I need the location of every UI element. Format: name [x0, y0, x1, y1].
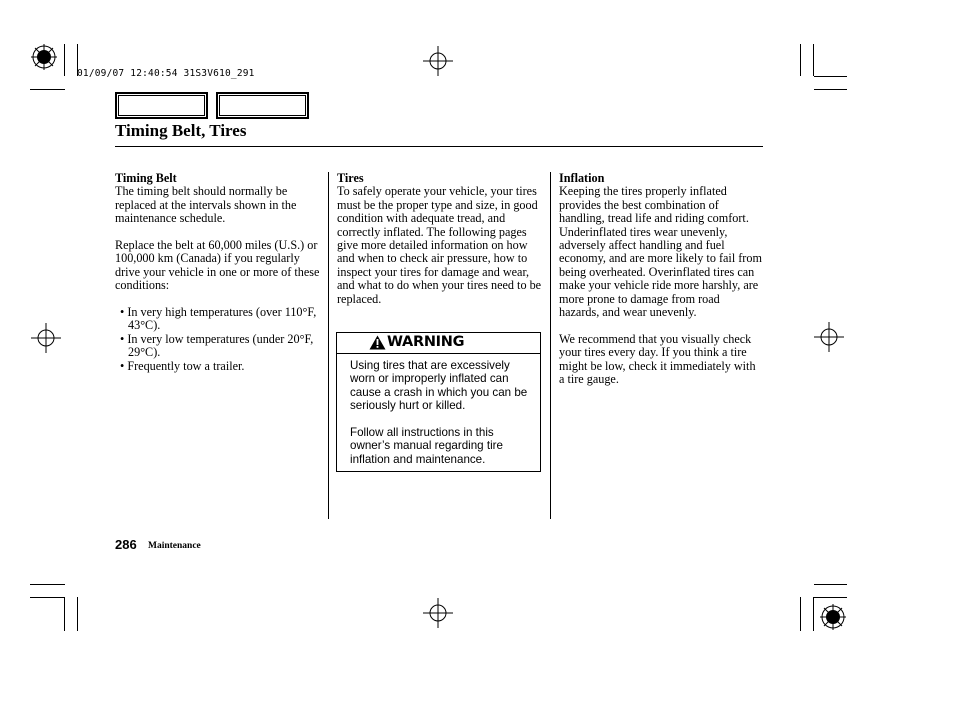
crosshair-target-icon: [423, 598, 453, 628]
warning-text: [350, 359, 532, 480]
header-tab-box: [115, 92, 208, 119]
condition-bullet: • Frequently tow a trailer.: [120, 358, 245, 373]
page-number: 286: [115, 537, 137, 552]
inflation-paragraph: We recommend that you visually check your tires every day. If you think a tire might be low, check it immediately with a tire gauge.: [559, 331, 756, 387]
crosshair-target-icon: [423, 46, 453, 76]
page-title: Timing Belt, Tires: [115, 121, 247, 140]
warning-header: [337, 333, 540, 354]
timing-belt-paragraph: Replace the belt at 60,000 miles (U.S.) or 100,000 km (Canada) if you regularly drive your vehicle in one or more of these conditions:: [115, 238, 320, 293]
print-stamp: 01/09/07 12:40:54 31S3V610_291: [77, 68, 255, 79]
warning-box: [336, 332, 541, 472]
warning-label: WARNING: [387, 334, 465, 350]
title-rule: [115, 146, 763, 147]
inflation-column: [559, 172, 763, 400]
warning-triangle-icon: [369, 335, 386, 350]
timing-belt-column: [115, 172, 325, 373]
condition-bullet: • In very low temperatures (under 20°F, 29°C).: [120, 331, 314, 360]
crosshair-target-icon: [31, 323, 61, 353]
tires-paragraph: To safely operate your vehicle, your tires must be the proper type and size, in good condition with adequate tread, and correctly inflated. The following pages give more detailed information on how and when to check air pressure, how to inspect your tires for damage and wear, and what to do when your tires need to be replaced.: [337, 184, 542, 306]
tires-column: [337, 172, 543, 319]
timing-belt-heading: Timing Belt: [115, 171, 177, 185]
crosshair-target-icon: [814, 322, 844, 352]
condition-bullet: • In very high temperatures (over 110°F, 43°C).: [120, 305, 317, 333]
column-divider: [328, 172, 329, 519]
tires-heading: Tires: [337, 171, 364, 185]
warning-paragraph: Using tires that are excessively worn or improperly inflated can cause a crash in which you can be seriously hurt or killed.: [350, 359, 528, 413]
section-name: Maintenance: [148, 541, 201, 551]
sunburst-target-icon: [820, 604, 846, 630]
header-tab-box: [216, 92, 309, 119]
column-divider: [550, 172, 551, 519]
warning-paragraph: Follow all instructions in this owner’s manual regarding tire inflation and maintenance.: [350, 426, 503, 466]
inflation-heading: Inflation: [559, 171, 605, 185]
sunburst-target-icon: [31, 44, 57, 70]
timing-belt-paragraph: The timing belt should normally be replaced at the intervals shown in the maintenance schedule.: [115, 184, 297, 226]
inflation-paragraph: Keeping the tires properly inflated provides the best combination of handling, tread life and riding comfort. Underinflated tires wear unevenly, adversely affect handling and fuel economy, and are more likely to fail from being overheated. Overinflated tires can make your vehicle ride more harshly, are more prone to damage from road hazards, and wear unevenly.: [559, 184, 762, 320]
